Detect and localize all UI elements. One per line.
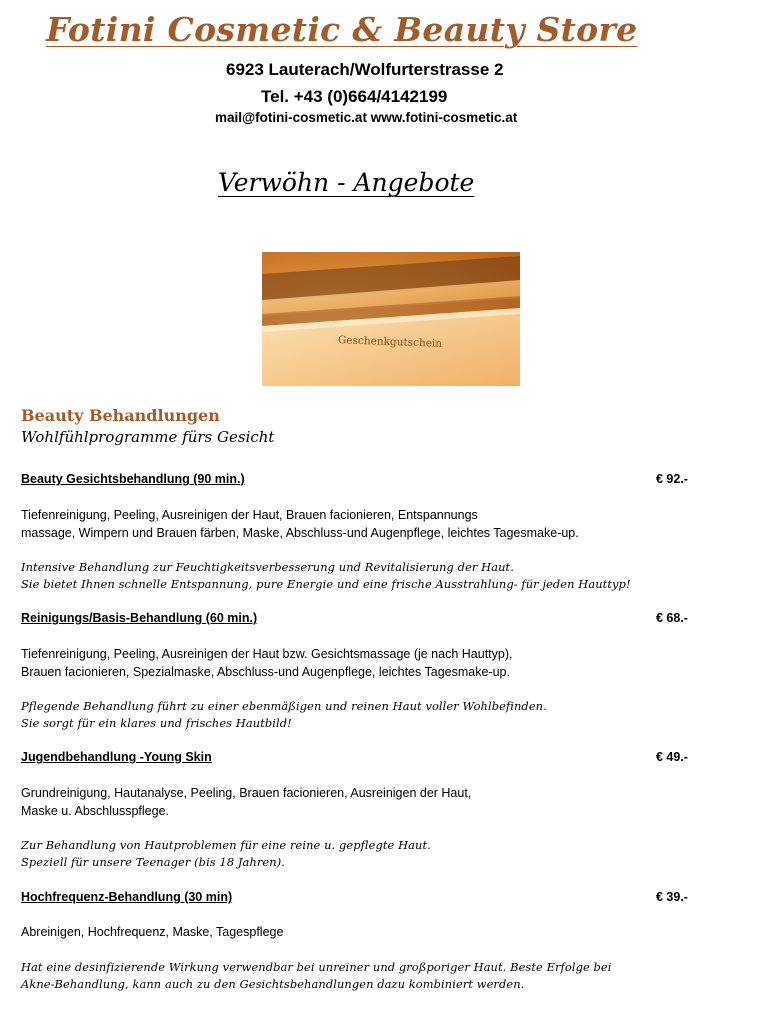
treatment-note: Sie sorgt für ein klares und frisches Hautbild! — [21, 716, 292, 730]
treatment-title: Hochfrequenz-Behandlung (30 min) — [21, 890, 233, 904]
section-title: Beauty Behandlungen — [21, 406, 220, 425]
treatment-title: Jugendbehandlung -Young Skin — [21, 750, 212, 764]
store-phone: Tel. +43 (0)664/4142199 — [261, 87, 448, 106]
treatment-description: Maske u. Abschlusspflege. — [21, 804, 169, 818]
treatment-note: Speziell für unsere Teenager (bis 18 Jahren). — [21, 855, 285, 869]
section-subtitle: Wohlfühlprogramme fürs Gesicht — [21, 428, 275, 446]
treatment-title: Reinigungs/Basis-Behandlung (60 min.) — [21, 611, 258, 625]
treatment-note: Zur Behandlung von Hautproblemen für eine reine u. gepflegte Haut. — [21, 838, 431, 852]
voucher-card-illustration — [262, 252, 520, 386]
treatment-title: Beauty Gesichtsbehandlung (90 min.) — [21, 472, 245, 486]
treatment-description: Brauen facionieren, Spezialmaske, Abschluss-und Augenpflege, leichtes Tagesmake-up. — [21, 665, 510, 679]
treatment-note: Akne-Behandlung, kann auch zu den Gesichtsbehandlungen dazu kombiniert werden. — [21, 977, 525, 991]
treatment-price: € 49.- — [656, 750, 688, 764]
treatment-note: Hat eine desinfizierende Wirkung verwendbar bei unreiner und großporiger Haut. Beste Erfolge bei — [21, 960, 612, 974]
treatment-price: € 68.- — [656, 611, 688, 625]
store-title: Fotini Cosmetic & Beauty Store — [46, 10, 638, 49]
store-contact: mail@fotini-cosmetic.at www.fotini-cosmetic.at — [215, 110, 518, 125]
voucher-photo — [262, 252, 520, 386]
store-address: 6923 Lauterach/Wolfurterstrasse 2 — [226, 60, 504, 79]
offers-title: Verwöhn - Angebote — [218, 168, 475, 197]
treatment-price: € 92.- — [656, 472, 688, 486]
treatment-description: massage, Wimpern und Brauen färben, Maske, Abschluss-und Augenpflege, leichtes Tagesmake-up. — [21, 526, 579, 540]
treatment-description: Grundreinigung, Hautanalyse, Peeling, Brauen facionieren, Ausreinigen der Haut, — [21, 786, 472, 800]
voucher-caption: Geschenkgutschein — [337, 334, 443, 350]
treatment-price: € 39.- — [656, 890, 688, 904]
treatment-note: Intensive Behandlung zur Feuchtigkeitsverbesserung und Revitalisierung der Haut. — [21, 560, 514, 574]
treatment-note: Sie bietet Ihnen schnelle Entspannung, pure Energie und eine frische Ausstrahlung- für jeden Hauttyp! — [21, 577, 631, 591]
treatment-description: Tiefenreinigung, Peeling, Ausreinigen der Haut, Brauen facionieren, Entspannungs — [21, 508, 478, 522]
treatment-note: Pflegende Behandlung führt zu einer ebenmäßigen und reinen Haut voller Wohlbefinden. — [21, 699, 547, 713]
treatment-description: Tiefenreinigung, Peeling, Ausreinigen der Haut bzw. Gesichtsmassage (je nach Hauttyp), — [21, 647, 513, 661]
treatment-description: Abreinigen, Hochfrequenz, Maske, Tagespflege — [21, 925, 284, 939]
